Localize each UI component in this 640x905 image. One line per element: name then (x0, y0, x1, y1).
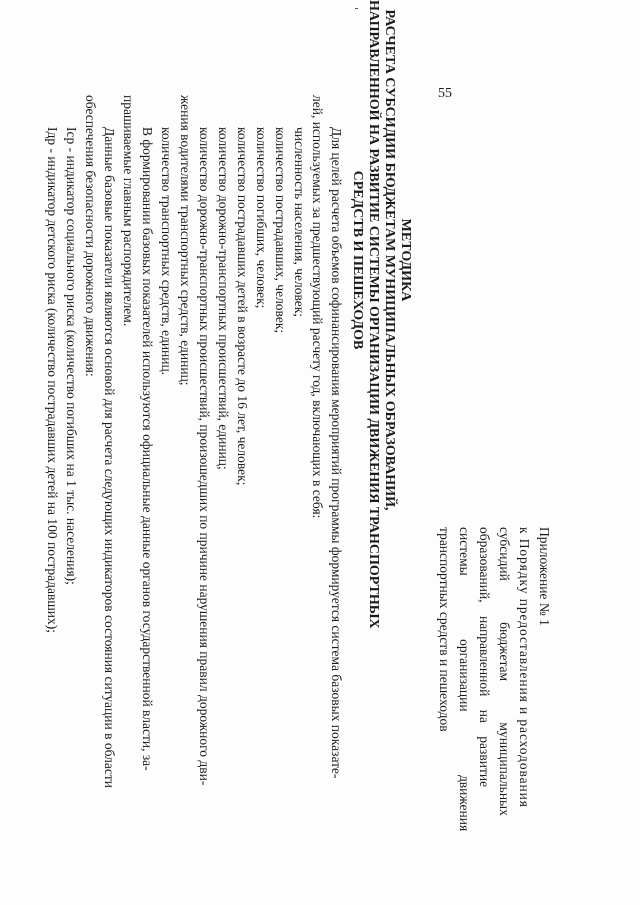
body-line-16: Iдр - индикатор детского риска (количество пострадавших детей на 100 пострадавших); (45, 127, 60, 633)
title-line-3: НАПРАВЛЕННОЙ НА РАЗВИТИЕ СИСТЕМЫ ОРГАНИЗАЦИИ ДВИЖЕНИЯ ТРАНСПОРТНЫХ (366, 0, 381, 629)
page-number: 55 (438, 86, 452, 101)
appendix-line-3: субсидий бюджетам муниципальных (497, 527, 512, 816)
body-line-3: численность населения, человек; (292, 127, 307, 318)
body-line-13: Данные базовые показатели являются основой для расчета следующих индикаторов состояния ситуации в области (102, 127, 117, 788)
body-line-2: лей, используемых за предшествующий расчету год, включающих в себя: (310, 95, 325, 519)
title-line-1: МЕТОДИКА (398, 218, 413, 302)
body-line-9: жения водителями транспортных средств, единиц; (178, 95, 193, 386)
body-line-1: Для целей расчета объемов софинансирования мероприятий программы формируется система базовых показате- (329, 127, 344, 779)
body-line-5: количество погибших, человек; (254, 127, 269, 309)
body-line-8: количество дорожно-транспортных происшествий, произошедших по причине нарушения правил дорожного дви- (197, 127, 212, 786)
title-line-2: РАСЧЕТА СУБСИДИИ БЮДЖЕТАМ МУНИЦИПАЛЬНЫХ ОБРАЗОВАНИЙ, (382, 9, 397, 511)
appendix-line-5: системы организации движения (457, 527, 472, 832)
body-line-4: количество пострадавших, человек; (273, 127, 288, 334)
body-line-11: В формировании базовых показателей используются официальные данные органов государственной власти, за- (140, 127, 155, 771)
body-line-7: количество дорожно-транспортных происшествий, единиц; (216, 127, 231, 470)
appendix-line-2: к Порядку предоставления и расходования (517, 527, 532, 808)
appendix-line-4: образований, направленной на развитие (477, 527, 492, 788)
title-line-4: СРЕДСТВ И ПЕШЕХОДОВ (350, 170, 365, 350)
body-line-14: обеспечения безопасности дорожного движения: (83, 95, 98, 377)
body-line-10: количество транспортных средств, единиц. (159, 127, 174, 376)
body-line-15: Iср - индикатор социального риска (количество погибших на 1 тыс. населения); (64, 127, 79, 585)
appendix-line-1: Приложение № 1 (537, 527, 552, 626)
body-line-12: прашиваемые главным распорядителем. (121, 95, 136, 327)
appendix-line-6: транспортных средств и пешеходов (437, 527, 452, 732)
body-line-6: количество пострадавших детей в возрасте до 16 лет, человек; (235, 127, 250, 486)
